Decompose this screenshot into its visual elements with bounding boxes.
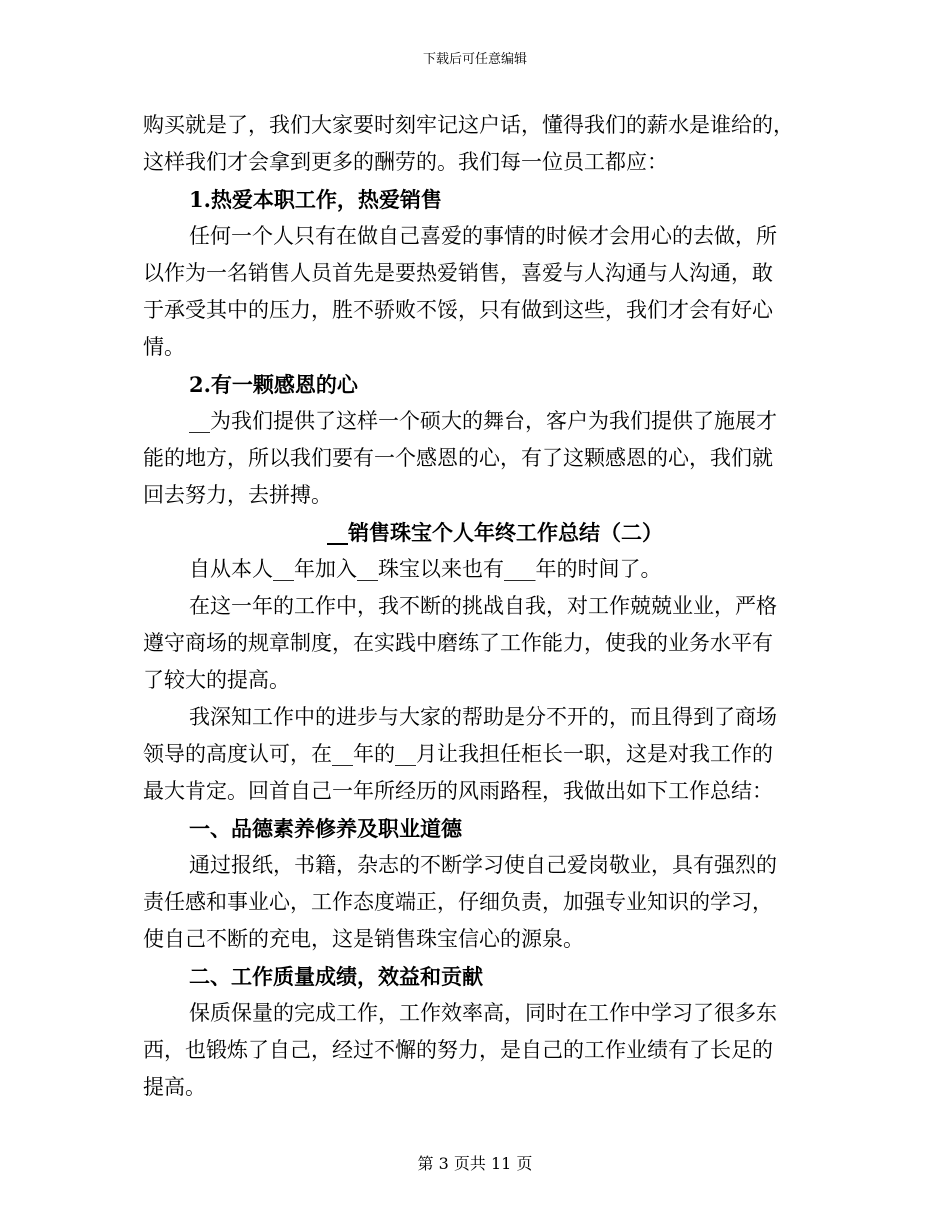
paragraph-line: 最大肯定。回首自己一年所经历的风雨路程，我做出如下工作总结： [143,779,773,803]
paragraph-line: 于承受其中的压力，胜不骄败不馁，只有做到这些，我们才会有好心 [143,298,773,322]
paragraph-line: 遵守商场的规章制度，在实践中磨练了工作能力，使我的业务水平有 [143,631,773,655]
paragraph-line: 领导的高度认可，在__年的__月让我担任柜长一职，这是对我工作的 [143,742,773,766]
paragraph-line: 了较大的提高。 [143,668,290,692]
paragraph-line: 以作为一名销售人员首先是要热爱销售，喜爱与人沟通与人沟通，敢 [143,261,773,285]
page-footer: 第 3 页共 11 页 [417,1154,533,1173]
paragraph-line: 我深知工作中的进步与大家的帮助是分不开的，而且得到了商场 [189,705,777,729]
paragraph-line: 回去努力，去拼搏。 [143,483,332,507]
section-heading: 一、品德素养修养及职业道德 [189,816,462,841]
section-heading: 1.热爱本职工作，热爱销售 [189,187,442,212]
paragraph-line: 提高。 [143,1075,206,1099]
section-heading: 2.有一颗感恩的心 [189,372,358,397]
paragraph-line: 保质保量的完成工作，工作效率高，同时在工作中学习了很多东 [189,1001,777,1025]
paragraph-line: 这样我们才会拿到更多的酬劳的。我们每一位员工都应： [143,150,668,174]
paragraph-line: 购买就是了，我们大家要时刻牢记这户话，懂得我们的薪水是谁给的， [143,113,794,137]
paragraph-line: 西，也锻炼了自己，经过不懈的努力，是自己的工作业绩有了长足的 [143,1038,773,1062]
paragraph-line: 能的地方，所以我们要有一个感恩的心，有了这颗感恩的心，我们就 [143,446,773,470]
paragraph-line: 在这一年的工作中，我不断的挑战自我，对工作兢兢业业，严格 [189,594,777,618]
paragraph-line: 责任感和事业心，工作态度端正，仔细负责，加强专业知识的学习， [143,890,773,914]
paragraph-line: 自从本人__年加入__珠宝以来也有___年的时间了。 [189,557,662,581]
paragraph-line: 通过报纸，书籍，杂志的不断学习使自己爱岗敬业，具有强烈的 [189,853,777,877]
paragraph-line: __为我们提供了这样一个硕大的舞台，客户为我们提供了施展才 [189,409,777,433]
paragraph-line: 情。 [143,335,185,359]
document-body [143,107,807,1106]
section-heading: 二、工作质量成绩，效益和贡献 [189,964,483,989]
page-header: 下载后可任意编辑 [422,52,527,67]
document-title: __销售珠宝个人年终工作总结（二） [327,520,663,545]
paragraph-line: 使自己不断的充电，这是销售珠宝信心的源泉。 [143,927,584,951]
paragraph-line: 任何一个人只有在做自己喜爱的事情的时候才会用心的去做，所 [189,224,777,248]
